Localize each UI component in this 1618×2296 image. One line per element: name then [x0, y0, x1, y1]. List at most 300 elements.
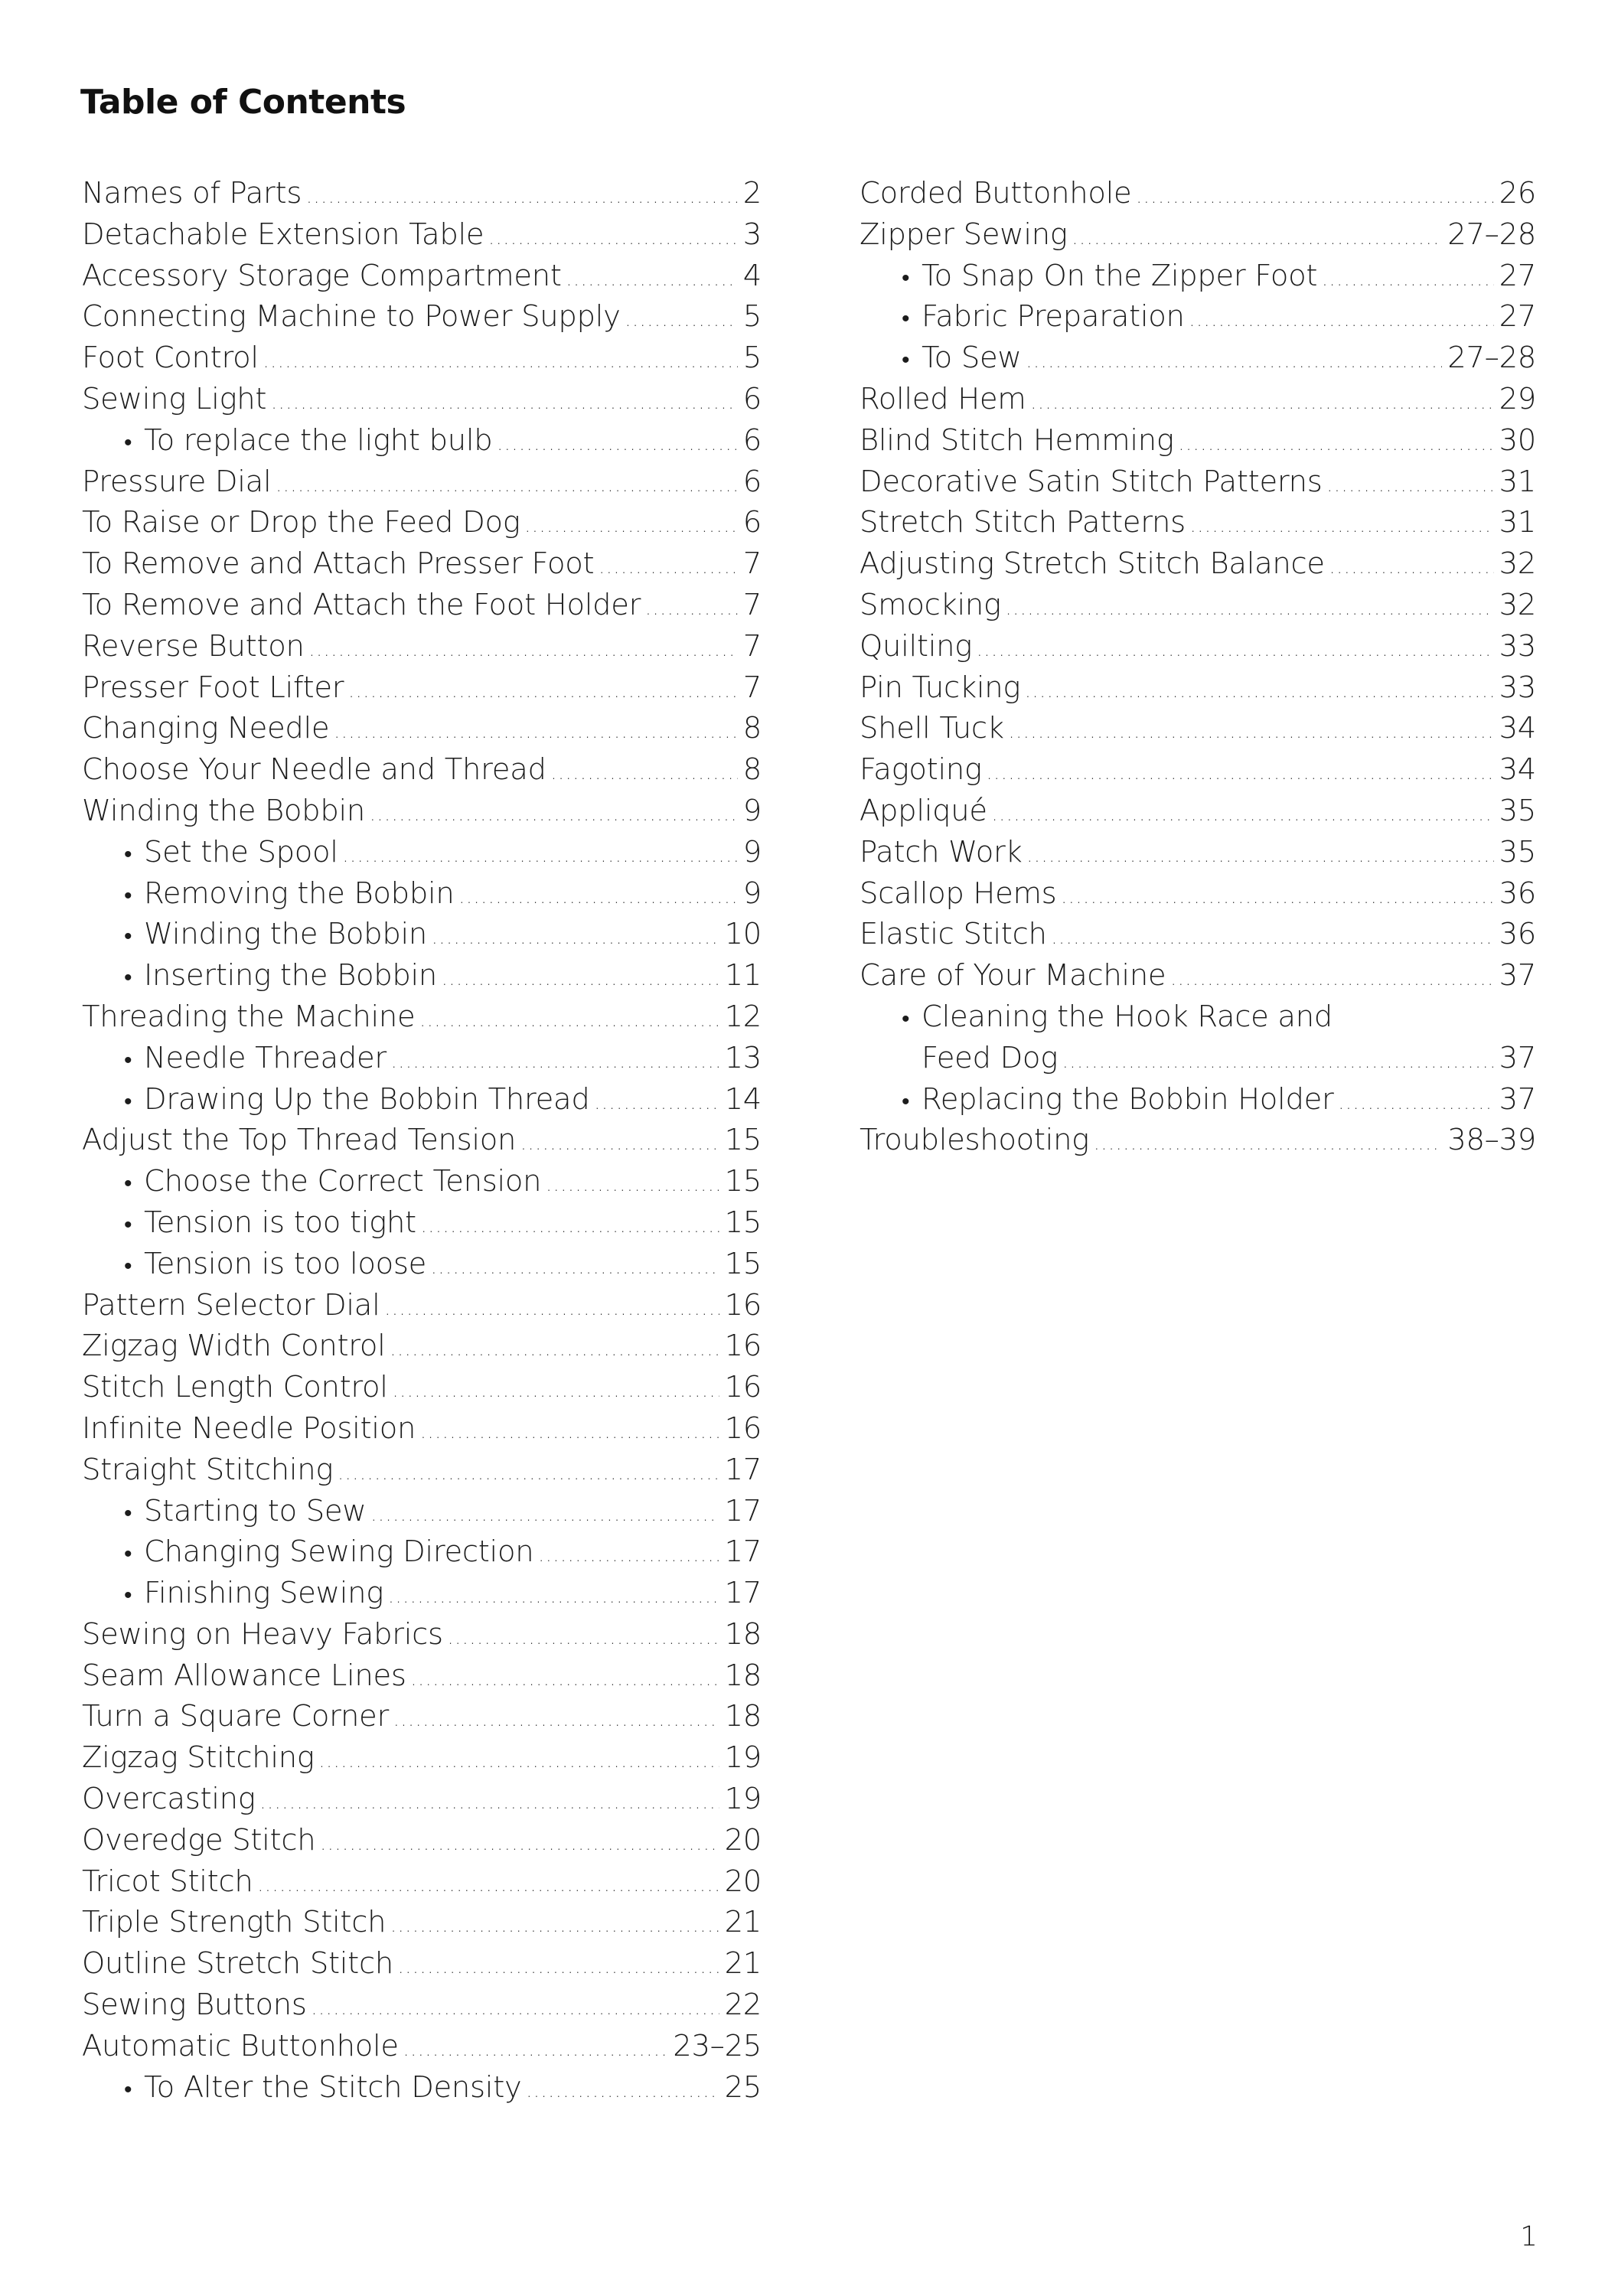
toc-entry: [860, 749, 1536, 791]
toc-entry: [860, 173, 1536, 214]
toc-entry-label: Inserting the Bobbin: [144, 958, 438, 993]
toc-entry-page: 29: [1499, 381, 1536, 416]
toc-entry-page: 6: [742, 505, 762, 540]
toc-entry: [860, 543, 1536, 585]
dot-leader: [393, 1700, 719, 1737]
bullet-icon: •: [124, 429, 132, 456]
toc-entry-label: Adjust the Top Thread Tension: [82, 1123, 517, 1158]
toc-entry-label: Scallop Hems: [860, 876, 1057, 911]
toc-entry: [82, 1902, 762, 1943]
dot-leader: [625, 300, 738, 338]
bullet-icon: •: [124, 923, 132, 951]
toc-entry-label: Adjusting Stretch Stitch Balance: [860, 546, 1325, 582]
dot-leader: [388, 1577, 719, 1614]
toc-entry-label: Starting to Sew: [144, 1493, 367, 1528]
dot-leader: [419, 1000, 719, 1038]
dot-leader: [1339, 1083, 1494, 1120]
dot-leader: [260, 1782, 719, 1820]
toc-entry: [82, 502, 762, 543]
toc-entry-page: 5: [742, 299, 762, 334]
toc-entry-page: 6: [742, 422, 762, 458]
toc-entry-page: 7: [742, 546, 762, 582]
toc-entry-label: Stretch Stitch Patterns: [860, 505, 1186, 540]
toc-entry-label: Choose Your Needle and Thread: [82, 752, 546, 788]
dot-leader: [420, 1412, 719, 1450]
toc-entry-page: 11: [724, 958, 762, 993]
dot-leader: [1322, 259, 1493, 297]
toc-entry-page: 8: [742, 752, 762, 788]
toc-entry: [860, 585, 1536, 626]
toc-entry-label: Blind Stitch Hemming: [860, 422, 1174, 458]
toc-entry: [82, 379, 762, 420]
toc-entry-page: 15: [724, 1246, 762, 1281]
toc-entry: [82, 1120, 762, 1161]
dot-leader: [1026, 836, 1493, 873]
toc-entry-page: 19: [724, 1782, 762, 1817]
toc-entry-page: 32: [1499, 587, 1536, 622]
bullet-icon: •: [902, 264, 910, 292]
toc-entry: [860, 626, 1536, 667]
dot-leader: [520, 1124, 719, 1161]
dot-leader: [1094, 1124, 1442, 1161]
bullet-icon: •: [124, 1170, 132, 1198]
toc-entry-label: Overcasting: [82, 1782, 256, 1817]
toc-entry-label: Finishing Sewing: [144, 1576, 384, 1611]
toc-entry-label: Smocking: [860, 587, 1001, 622]
dot-leader: [1009, 712, 1494, 749]
toc-entry-page: 35: [1499, 834, 1536, 869]
toc-subentry: [82, 1038, 762, 1079]
toc-right-column: [860, 173, 1536, 1161]
toc-entry-label: Sewing Buttons: [82, 1988, 307, 2023]
toc-subentry: [82, 1161, 762, 1202]
toc-entry-page: 27–28: [1447, 217, 1536, 252]
dot-leader: [370, 794, 738, 832]
toc-entry-page: 15: [724, 1123, 762, 1158]
toc-entry-label: Set the Spool: [144, 834, 338, 869]
toc-subentry: [82, 1079, 762, 1120]
toc-subentry: [860, 338, 1536, 379]
toc-entry: [82, 173, 762, 214]
dot-leader: [1189, 300, 1494, 338]
toc-entry-label: Changing Sewing Direction: [144, 1534, 534, 1570]
page-number: 1: [1520, 2221, 1538, 2252]
toc-entry-page: 23–25: [673, 2028, 762, 2063]
toc-entry-label: Removing the Bobbin: [144, 876, 455, 911]
toc-entry-page: 17: [724, 1452, 762, 1487]
toc-entry: [82, 1450, 762, 1491]
toc-entry-page: 18: [724, 1616, 762, 1652]
dot-leader: [1061, 877, 1493, 915]
dot-leader: [411, 1659, 719, 1697]
dot-leader: [546, 1165, 719, 1202]
toc-entry-label: Changing Needle: [82, 711, 330, 746]
dot-leader: [1052, 918, 1494, 955]
toc-entry: [82, 996, 762, 1038]
toc-entry-page: 27–28: [1447, 341, 1536, 376]
toc-entry-page: 20: [724, 1864, 762, 1899]
toc-entry-page: 13: [724, 1040, 762, 1075]
dot-leader: [343, 836, 738, 873]
toc-entry-label: To Snap On the Zipper Foot: [922, 258, 1318, 293]
toc-entry-label: Connecting Machine to Power Supply: [82, 299, 621, 334]
dot-leader: [442, 959, 719, 996]
toc-entry-page: 36: [1499, 917, 1536, 952]
toc-entry-label: Choose the Correct Tension: [144, 1164, 542, 1199]
toc-entry: [82, 1696, 762, 1737]
bullet-icon: •: [124, 2076, 132, 2103]
toc-entry: [82, 626, 762, 667]
dot-leader: [977, 630, 1494, 667]
toc-entry-label: Fabric Preparation: [922, 299, 1185, 334]
toc-entry: [82, 749, 762, 791]
dot-leader: [458, 877, 737, 915]
toc-entry-page: 32: [1499, 546, 1536, 582]
dot-leader: [398, 1947, 719, 1985]
toc-entry-label: Pin Tucking: [860, 670, 1021, 705]
toc-entry-label: Detachable Extension Table: [82, 217, 484, 252]
dot-leader: [384, 1289, 719, 1326]
toc-entry-label: Zigzag Width Control: [82, 1329, 386, 1364]
dot-leader: [391, 1042, 719, 1079]
toc-entry-page: 35: [1499, 793, 1536, 828]
toc-entry-label: Patch Work: [860, 834, 1023, 869]
dot-leader: [393, 1371, 719, 1408]
toc-entry-label: Straight Stitching: [82, 1452, 334, 1487]
dot-leader: [488, 218, 738, 256]
bullet-icon: •: [124, 1252, 132, 1280]
toc-entry: [860, 832, 1536, 873]
toc-entry-label: Threading the Machine: [82, 999, 416, 1034]
toc-entry: [82, 461, 762, 503]
toc-entry-label: Pressure Dial: [82, 464, 272, 499]
dot-leader: [987, 753, 1494, 791]
dot-leader: [338, 1453, 719, 1491]
toc-entry-label: To Sew: [922, 341, 1022, 376]
dot-leader: [257, 1865, 719, 1903]
toc-entry-page: 26: [1499, 176, 1536, 210]
toc-subentry: [860, 996, 1536, 1038]
toc-entry-label: Needle Threader: [144, 1040, 387, 1075]
toc-entry-page: 31: [1499, 464, 1536, 499]
dot-leader: [566, 259, 738, 297]
toc-entry-label: Appliqué: [860, 793, 987, 828]
dot-leader: [390, 1906, 719, 1943]
bullet-icon: •: [124, 840, 132, 868]
dot-leader: [1006, 589, 1494, 626]
dot-leader: [371, 1495, 719, 1532]
toc-entry: [82, 708, 762, 749]
dot-leader: [1072, 218, 1443, 256]
dot-leader: [334, 712, 737, 749]
toc-subentry: [82, 1244, 762, 1285]
toc-entry-page: 14: [724, 1081, 762, 1117]
toc-entry-page: 34: [1499, 752, 1536, 788]
dot-leader: [1136, 177, 1493, 214]
toc-entry-page: 9: [742, 834, 762, 869]
toc-entry-page: 34: [1499, 711, 1536, 746]
dot-leader: [594, 1083, 719, 1120]
toc-entry-label: Accessory Storage Compartment: [82, 258, 562, 293]
toc-entry-label: Tension is too loose: [144, 1246, 426, 1281]
toc-entry-label: Tension is too tight: [144, 1205, 416, 1240]
toc-entry-page: 27: [1499, 258, 1536, 293]
toc-entry: [82, 791, 762, 832]
toc-entry-page: 17: [724, 1534, 762, 1570]
dot-leader: [1025, 671, 1493, 709]
toc-entry: [82, 667, 762, 709]
toc-subentry: [860, 1038, 1536, 1079]
toc-entry-page: 8: [742, 711, 762, 746]
toc-entry-label: Corded Buttonhole: [860, 176, 1132, 210]
dot-leader: [599, 547, 737, 585]
toc-entry: [82, 585, 762, 626]
toc-entry-page: 27: [1499, 299, 1536, 334]
bullet-icon: •: [902, 347, 910, 374]
dot-leader: [1190, 506, 1494, 543]
toc-entry-page: 17: [724, 1576, 762, 1611]
bullet-icon: •: [124, 1211, 132, 1238]
toc-entry-page: 18: [724, 1658, 762, 1693]
toc-entry-page: 33: [1499, 628, 1536, 664]
toc-entry-label: Names of Parts: [82, 176, 302, 210]
dot-leader: [421, 1206, 719, 1244]
bullet-icon: •: [124, 964, 132, 992]
toc-entry-label: Sewing Light: [82, 381, 267, 416]
toc-entry-label: Infinite Needle Position: [82, 1411, 416, 1446]
toc-entry-label: Troubleshooting: [860, 1123, 1089, 1158]
dot-leader: [1062, 1042, 1494, 1079]
toc-entry-page: 33: [1499, 670, 1536, 705]
dot-leader: [645, 589, 738, 626]
toc-entry-page: 15: [724, 1164, 762, 1199]
dot-leader: [1327, 465, 1494, 503]
page-title: Table of Contents: [80, 83, 406, 122]
toc-entry: [860, 214, 1536, 256]
toc-entry-label: Automatic Buttonhole: [82, 2028, 399, 2063]
toc-entry-page: 9: [742, 793, 762, 828]
toc-entry: [82, 296, 762, 338]
dot-leader: [276, 465, 737, 503]
toc-entry-label: Tricot Stitch: [82, 1864, 253, 1899]
toc-entry-label: Zigzag Stitching: [82, 1740, 315, 1776]
dot-leader: [992, 794, 1494, 832]
toc-subentry: [82, 1202, 762, 1244]
bullet-icon: •: [124, 1046, 132, 1074]
toc-entry: [82, 1943, 762, 1985]
toc-entry-page: 36: [1499, 876, 1536, 911]
dot-leader: [525, 506, 738, 543]
toc-entry-label: Winding the Bobbin: [144, 917, 427, 952]
toc-entry-label: Cleaning the Hook Race and: [922, 999, 1333, 1034]
toc-entry: [860, 708, 1536, 749]
dot-leader: [263, 341, 738, 379]
toc-entry: [82, 1408, 762, 1450]
toc-entry: [82, 1326, 762, 1367]
toc-entry-page: 16: [724, 1411, 762, 1446]
toc-entry: [82, 214, 762, 256]
toc-entry-page: 17: [724, 1493, 762, 1528]
toc-entry-page: 18: [724, 1699, 762, 1734]
toc-entry-label: To Remove and Attach Presser Foot: [82, 546, 595, 582]
toc-entry-label: Replacing the Bobbin Holder: [922, 1081, 1334, 1117]
toc-entry-label: Presser Foot Lifter: [82, 670, 344, 705]
toc-entry: [82, 256, 762, 297]
toc-entry-label: Winding the Bobbin: [82, 793, 365, 828]
toc-subentry: [860, 256, 1536, 297]
dot-leader: [403, 2030, 667, 2067]
toc-entry-label: Feed Dog: [922, 1040, 1058, 1075]
toc-entry-page: 21: [724, 1946, 762, 1981]
toc-entry: [860, 420, 1536, 461]
dot-leader: [448, 1618, 719, 1655]
toc-subentry: [82, 420, 762, 461]
dot-leader: [497, 424, 737, 461]
toc-entry-page: 12: [724, 999, 762, 1034]
toc-entry: [82, 1820, 762, 1861]
toc-entry: [82, 1614, 762, 1655]
toc-entry: [860, 873, 1536, 915]
toc-entry: [82, 1285, 762, 1326]
bullet-icon: •: [124, 1499, 132, 1527]
toc-entry-page: 10: [724, 917, 762, 952]
toc-entry-page: 16: [724, 1370, 762, 1405]
toc-entry-page: 38–39: [1447, 1123, 1536, 1158]
dot-leader: [1030, 383, 1493, 420]
toc-entry-page: 7: [742, 670, 762, 705]
dot-leader: [432, 918, 719, 955]
dot-leader: [348, 671, 738, 709]
toc-subentry: [82, 2067, 762, 2108]
dot-leader: [319, 1741, 719, 1779]
toc-left-column: [82, 173, 762, 2108]
toc-entry-label: Fagoting: [860, 752, 982, 788]
toc-entry-label: Quilting: [860, 628, 972, 664]
toc-entry-label: Rolled Hem: [860, 381, 1026, 416]
toc-entry-label: Foot Control: [82, 341, 259, 376]
dot-leader: [320, 1824, 719, 1861]
bullet-icon: •: [902, 305, 910, 333]
toc-entry-page: 5: [742, 341, 762, 376]
toc-entry: [82, 1737, 762, 1779]
toc-entry: [860, 667, 1536, 709]
toc-entry-page: 16: [724, 1329, 762, 1364]
toc-subentry: [82, 955, 762, 996]
toc-entry-label: Reverse Button: [82, 628, 305, 664]
toc-entry-page: 4: [742, 258, 762, 293]
toc-entry-label: To Remove and Attach the Foot Holder: [82, 587, 641, 622]
bullet-icon: •: [124, 1541, 132, 1568]
dot-leader: [551, 753, 738, 791]
dot-leader: [1170, 959, 1493, 996]
toc-entry: [82, 543, 762, 585]
toc-entry: [82, 1779, 762, 1820]
toc-entry: [860, 379, 1536, 420]
toc-entry-page: 31: [1499, 505, 1536, 540]
toc-entry-page: 6: [742, 464, 762, 499]
toc-entry-label: Seam Allowance Lines: [82, 1658, 406, 1693]
toc-entry: [860, 791, 1536, 832]
toc-entry-page: 9: [742, 876, 762, 911]
dot-leader: [390, 1329, 719, 1367]
toc-entry-page: 3: [742, 217, 762, 252]
dot-leader: [1179, 424, 1494, 461]
toc-entry-label: Elastic Stitch: [860, 917, 1047, 952]
toc-subentry: [82, 832, 762, 873]
toc-entry-page: 6: [742, 381, 762, 416]
toc-entry: [860, 502, 1536, 543]
dot-leader: [312, 1988, 719, 2026]
toc-entry: [82, 1985, 762, 2026]
toc-entry-page: 2: [742, 176, 762, 210]
toc-subentry: [82, 1573, 762, 1614]
toc-entry-label: Pattern Selector Dial: [82, 1287, 380, 1322]
toc-entry-label: Triple Strength Stitch: [82, 1905, 387, 1940]
dot-leader: [1329, 547, 1494, 585]
toc-entry-label: Turn a Square Corner: [82, 1699, 389, 1734]
toc-entry-page: 22: [724, 1988, 762, 2023]
toc-entry-page: 15: [724, 1205, 762, 1240]
toc-entry-page: 7: [742, 628, 762, 664]
toc-entry: [82, 338, 762, 379]
toc-subentry: [82, 914, 762, 955]
toc-entry-page: 21: [724, 1905, 762, 1940]
dot-leader: [526, 2071, 719, 2108]
dot-leader: [309, 630, 738, 667]
toc-subentry: [82, 1531, 762, 1573]
toc-subentry: [82, 1491, 762, 1532]
toc-entry-label: Overedge Stitch: [82, 1822, 316, 1857]
toc-entry: [860, 461, 1536, 503]
toc-entry-label: Stitch Length Control: [82, 1370, 388, 1405]
dot-leader: [1026, 341, 1443, 379]
toc-entry-label: Drawing Up the Bobbin Thread: [144, 1081, 590, 1117]
toc-entry-label: Care of Your Machine: [860, 958, 1166, 993]
dot-leader: [306, 177, 738, 214]
toc-entry-page: 7: [742, 587, 762, 622]
toc-entry-page: 37: [1499, 1081, 1536, 1117]
toc-entry-label: Shell Tuck: [860, 711, 1004, 746]
toc-entry: [860, 955, 1536, 996]
toc-entry: [82, 2026, 762, 2067]
toc-entry-label: Sewing on Heavy Fabrics: [82, 1616, 443, 1652]
toc-entry: [82, 1367, 762, 1408]
toc-entry-label: To Alter the Stitch Density: [144, 2069, 522, 2105]
toc-entry-label: Zipper Sewing: [860, 217, 1068, 252]
bullet-icon: •: [124, 1088, 132, 1115]
toc-entry-page: 25: [724, 2069, 762, 2105]
toc-entry-label: Decorative Satin Stitch Patterns: [860, 464, 1323, 499]
toc-entry: [860, 914, 1536, 955]
toc-entry-page: 30: [1499, 422, 1536, 458]
toc-entry-page: 37: [1499, 1040, 1536, 1075]
dot-leader: [431, 1247, 719, 1285]
bullet-icon: •: [124, 882, 132, 909]
toc-entry-label: To Raise or Drop the Feed Dog: [82, 505, 520, 540]
toc-entry: [82, 1655, 762, 1697]
toc-entry-page: 16: [724, 1287, 762, 1322]
toc-entry: [860, 1120, 1536, 1161]
bullet-icon: •: [902, 1088, 910, 1115]
toc-entry-page: 19: [724, 1740, 762, 1776]
toc-entry-page: 20: [724, 1822, 762, 1857]
toc-entry-label: To replace the light bulb: [144, 422, 493, 458]
dot-leader: [271, 383, 738, 420]
toc-entry-label: Outline Stretch Stitch: [82, 1946, 393, 1981]
toc-subentry: [860, 1079, 1536, 1120]
toc-subentry: [82, 873, 762, 915]
bullet-icon: •: [902, 1005, 910, 1032]
